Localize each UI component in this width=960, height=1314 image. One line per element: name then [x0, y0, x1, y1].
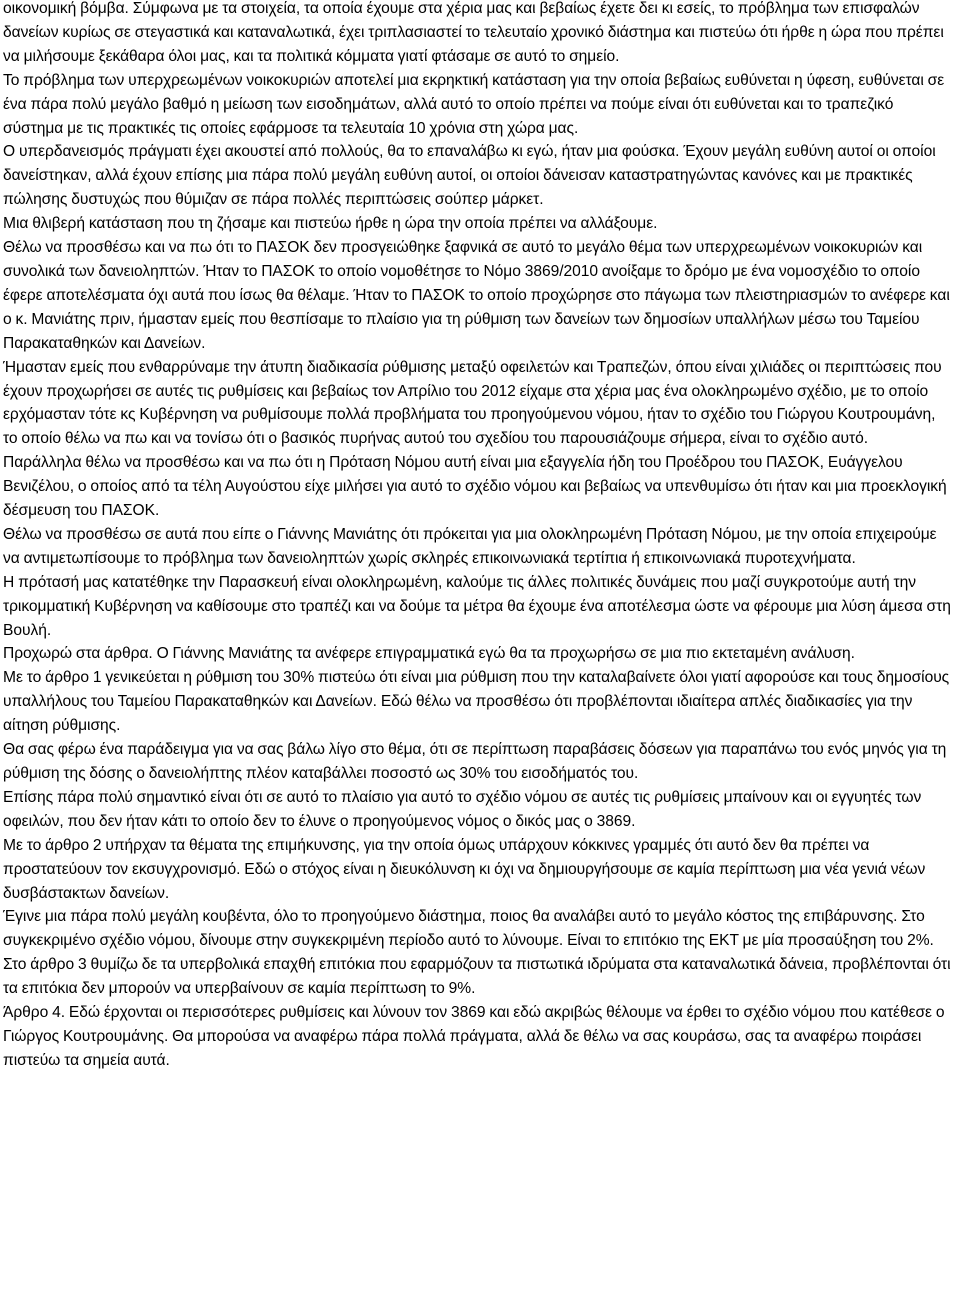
paragraph: Θα σας φέρω ένα παράδειγμα για να σας βάλω λίγο στο θέμα, ότι σε περίπτωση παραβάσεις δόσεων για παραπάνω του ενός μηνός για τη ρύθμιση της δόσης ο δανειολήπτης πλέον καταβάλλει ποσοστό ως 30% του εισοδήματός του.: [3, 741, 947, 782]
paragraph: Με το άρθρο 1 γενικεύεται η ρύθμιση του 30% πιστεύω ότι είναι μια ρύθμιση που την καταλαβαίνετε όλοι γιατί αφορούσε και τους δημοσίους υπαλλήλους του Ταμείου Παρακαταθηκών και Δανείων. Εδώ θέλω να προσθέσω ότι προβλέπονται ιδιαίτερα απλές διαδικασίες για την αίτηση ρύθμισης.: [3, 669, 950, 735]
paragraph: Παράλληλα θέλω να προσθέσω και να πω ότι η Πρόταση Νόμου αυτή είναι μια εξαγγελία ήδη του Προέδρου του ΠΑΣΟΚ, Ευάγγελου Βενιζέλου, ο οποίος από τα τέλη Αυγούστου είχε μιλήσει για αυτό το σχέδιο νόμου και βεβαίως να υπενθυμίσω ότι ήταν και μια προεκλογική δέσμευση του ΠΑΣΟΚ.: [3, 454, 947, 520]
paragraph: Το πρόβλημα των υπερχρεωμένων νοικοκυριών αποτελεί μια εκρηκτική κατάσταση για την οποία βεβαίως ευθύνεται η ύφεση, ευθύνεται σε ένα πάρα πολύ μεγάλο βαθμό η μείωση των εισοδημάτων, αλλά αυτό το οποίο πρέπει να πούμε είναι ότι ευθύνεται και το τραπεζικό σύστημα με τις πρακτικές τις οποίες εφάρμοσε τα τελευταία 10 χρόνια στη χώρα μας.: [3, 71, 945, 137]
paragraph: Στο άρθρο 3 θυμίζω δε τα υπερβολικά επαχθή επιτόκια που εφαρμόζουν τα πιστωτικά ιδρύματα στα καταναλωτικά δάνεια, προβλέπονται ότι τα επιτόκια δεν μπορούν να υπερβαίνουν σε καμία περίπτωση το 9%.: [3, 956, 951, 998]
paragraph: οικονομική βόμβα. Σύμφωνα με τα στοιχεία, τα οποία έχουμε στα χέρια μας και βεβαίως έχετε δει κι εσείς, το πρόβλημα των επισφαλών δανείων κυρίως σε στεγαστικά και καταναλωτικά, έχει τριπλασιαστεί το τελευταίο χρονικό διάστημα και πιστεύω ότι ήρθε η ώρα που πρέπει να μιλήσουμε ξεκάθαρα όλοι μας, και τα πολιτικά κόμματα γιατί φτάσαμε σε αυτό το σημείο.: [3, 0, 944, 65]
paragraph: Θέλω να προσθέσω σε αυτά που είπε ο Γιάννης Μανιάτης ότι πρόκειται για μια ολοκληρωμένη Πρόταση Νόμου, με την οποία επιχειρούμε να αντιμετωπίσουμε το πρόβλημα των δανειοληπτών χωρίς σκληρές επικοινωνιακά τερτίπια ή επικοινωνιακά πυροτεχνήματα.: [3, 525, 937, 567]
paragraph: Ο υπερδανεισμός πράγματι έχει ακουστεί από πολλούς, θα το επαναλάβω κι εγώ, ήταν μια φούσκα. Έχουν μεγάλη ευθύνη αυτοί οι οποίοι δανείστηκαν, αλλά έχουν επίσης μια πάρα πολύ μεγάλη ευθύνη αυτοί, οι οποίοι δάνεισαν καταστρατηγώντας κανόνες και με πρακτικές πώλησης δυστυχώς που θύμιζαν σε πάρα πολλές περιπτώσεις σούπερ μάρκετ.: [3, 143, 936, 209]
paragraph: Επίσης πάρα πολύ σημαντικό είναι ότι σε αυτό το πλαίσιο για αυτό το σχέδιο νόμου σε αυτές τις ρυθμίσεις μπαίνουν και οι εγγυητές των οφειλών, που δεν ήταν κάτι το οποίο δεν το έλυνε ο προηγούμενος νόμος ο δικός μας ο 3869.: [3, 788, 922, 830]
paragraph: Θέλω να προσθέσω και να πω ότι το ΠΑΣΟΚ δεν προσγειώθηκε ξαφνικά σε αυτό το μεγάλο θέμα των υπερχρεωμένων νοικοκυριών και συνολικά των δανειοληπτών. Ήταν το ΠΑΣΟΚ το οποίο νομοθέτησε το Νόμο 3869/2010 ανοίξαμε το δρόμο με ένα νομοσχέδιο το οποίο έφερε αποτελέσματα όχι αυτά που ίσως θα θέλαμε. Ήταν το ΠΑΣΟΚ το οποίο προχώρησε στο πάγωμα των πλειστηριασμών το ανέφερε και ο κ. Μανιάτης πριν, ήμασταν εμείς που θεσπίσαμε το πλαίσιο για τη ρύθμιση των δανείων των δημοσίων υπαλλήλων μέσω του Ταμείου Παρακαταθηκών και Δανείων.: [3, 239, 950, 352]
paragraph: Με το άρθρο 2 υπήρχαν τα θέματα της επιμήκυνσης, για την οποία όμως υπάρχουν κόκκινες γραμμές ότι αυτό δεν θα πρέπει να προστατεύουν τον εκσυγχρονισμό. Εδώ ο στόχος είναι η διευκόλυνση κι όχι να δημιουργήσουμε σε καμία περίπτωση μια νέα γενιά νέων δυσβάστακτων δανείων.: [3, 836, 926, 902]
paragraph: Ήμασταν εμείς που ενθαρρύναμε την άτυπη διαδικασία ρύθμισης μεταξύ οφειλετών και Τραπεζών, όπου είναι χιλιάδες οι περιπτώσεις που έχουν προχωρήσει σε αυτές τις ρυθμίσεις και βεβαίως τον Απρίλιο του 2012 είχαμε στα χέρια μας ένα ολοκληρωμένο σχέδιο, με το οποίο ερχόμασταν τότε κς Κυβέρνηση να ρυθμίσουμε πολλά προβλήματα του προηγούμενου νόμου, ήταν το σχέδιο του Γιώργου Κουτρουμάνη, το οποίο θέλω να πω και να τονίσω ότι ο βασικός πυρήνας αυτού του σχεδίου του παρουσιάζουμε σήμερα, είναι το σχέδιο αυτό.: [3, 358, 942, 448]
document-page: [3, 0, 953, 1073]
paragraph: Έγινε μια πάρα πολύ μεγάλη κουβέντα, όλο το προηγούμενο διάστημα, ποιος θα αναλάβει αυτό το μεγάλο κόστος της επιβάρυνσης. Στο συγκεκριμένο σχέδιο νόμου, δίνουμε στην συγκεκριμένη περίοδο αυτό το λύνουμε. Είναι το επιτόκιο της ΕΚΤ με μία προσαύξηση του 2%.: [3, 908, 934, 950]
paragraph: Προχωρώ στα άρθρα. Ο Γιάννης Μανιάτης τα ανέφερε επιγραμματικά εγώ θα τα προχωρήσω σε μια πιο εκτεταμένη ανάλυση.: [3, 645, 855, 663]
paragraph: Μια θλιβερή κατάσταση που τη ζήσαμε και πιστεύω ήρθε η ώρα την οποία πρέπει να αλλάξουμε.: [3, 215, 658, 233]
paragraph: Άρθρο 4. Εδώ έρχονται οι περισσότερες ρυθμίσεις και λύνουν τον 3869 και εδώ ακριβώς θέλουμε να έρθει το σχέδιο νόμου που κατέθεσε ο Γιώργος Κουτρουμάνης. Θα μπορούσα να αναφέρω πάρα πολλά πράγματα, αλλά δε θέλω να σας κουράσω, σας τα αναφέρω ποιράσει πιστεύω τα σημεία αυτά.: [3, 1004, 945, 1069]
paragraph: Η πρότασή μας κατατέθηκε την Παρασκευή είναι ολοκληρωμένη, καλούμε τις άλλες πολιτικές δυνάμεις που μαζί συγκροτούμε αυτή την τρικομματική Κυβέρνηση να καθίσουμε στο τραπέζι και να δούμε τα μέτρα θα έχουμε ένα αποτέλεσμα ώστε να φέρουμε μια λύση άμεσα στη Βουλή.: [3, 573, 951, 639]
